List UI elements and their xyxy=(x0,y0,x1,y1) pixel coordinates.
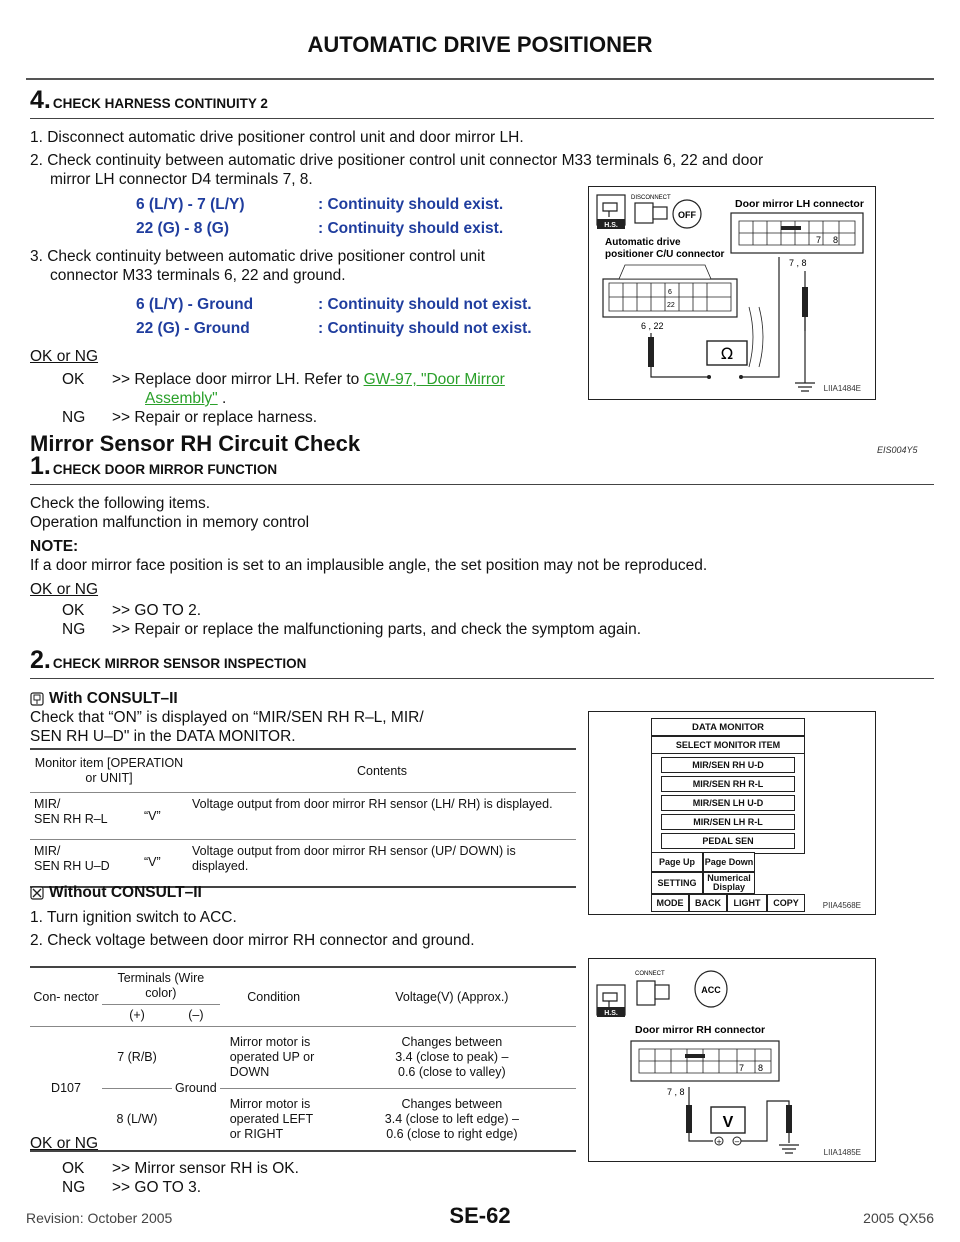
pin-7: 7 xyxy=(816,235,822,245)
figure-code: PIIA4568E xyxy=(822,901,861,910)
monitor-unit: “V” xyxy=(144,855,161,870)
mode-button: MODE xyxy=(651,894,689,912)
plus-terminal-icon: + xyxy=(716,1138,722,1146)
step-rule xyxy=(30,118,934,119)
step4-item3: 3. Check continuity between automatic drive positioner control unit xyxy=(30,248,485,265)
monitor-item-header: Monitor item [OPERATION or UNIT] xyxy=(34,756,184,785)
probe-icon xyxy=(648,337,654,367)
monitor-item: MIR/SEN LH U-D xyxy=(661,795,795,811)
without-consult-label: Without CONSULT–II xyxy=(49,884,202,901)
voltage-diagram xyxy=(589,959,874,1160)
step-1-heading xyxy=(30,452,277,481)
probe-icon xyxy=(786,1105,792,1133)
ok-tail: . xyxy=(222,390,227,407)
note-label: NOTE: xyxy=(30,538,79,555)
spec-result: : Continuity should not exist. xyxy=(318,296,532,313)
step4-item2: 2. Check continuity between automatic drive positioner control unit connector M33 terminals 6, 22 and door xyxy=(30,152,764,169)
step-title: CHECK HARNESS CONTINUITY 2 xyxy=(52,96,268,111)
figure-voltage-check xyxy=(588,958,876,1162)
pins-7-8: 7 , 8 xyxy=(667,1087,685,1097)
page-up-button: Page Up xyxy=(651,852,703,872)
light-button: LIGHT xyxy=(727,894,767,912)
note-text: If a door mirror face position is set to an implausible angle, the set position may not be reproduced. xyxy=(30,557,708,574)
rh-connector-title: Door mirror RH connector xyxy=(635,1024,766,1036)
monitor-item: MIR/SEN RH R-L xyxy=(661,776,795,792)
step-4-heading xyxy=(30,86,268,115)
ng-label: NG xyxy=(62,621,86,638)
connector-plug-icon xyxy=(637,981,655,1005)
minus-terminal-icon: − xyxy=(734,1138,740,1146)
back-button: BACK xyxy=(689,894,727,912)
plus-terminal: 7 (R/B) xyxy=(117,1050,157,1064)
hs-label: H.S. xyxy=(604,222,618,229)
connect-label: CONNECT xyxy=(635,971,665,977)
probe-icon xyxy=(802,287,808,317)
with-consult xyxy=(30,689,178,708)
page-down-button: Page Down xyxy=(703,852,755,872)
monitor-content: Voltage output from door mirror RH sensor (LH/ RH) is displayed. xyxy=(192,797,553,811)
ok-text: >> Replace door mirror LH. Refer to xyxy=(112,371,360,388)
spec-terms: 6 (L/Y) - 7 (L/Y) xyxy=(136,196,245,213)
consult-icon xyxy=(30,692,44,706)
contents-header: Contents xyxy=(356,763,408,778)
table-row xyxy=(30,840,576,887)
table-row xyxy=(30,793,576,840)
probe-icon xyxy=(686,1105,692,1133)
ground-icon xyxy=(795,383,815,391)
off-label: OFF xyxy=(678,210,696,220)
step-number: 1. xyxy=(30,452,51,480)
lh-connector xyxy=(731,213,863,253)
lh-connector-title: Door mirror LH connector xyxy=(735,198,864,210)
spec-terms: 22 (G) - 8 (G) xyxy=(136,220,230,237)
model-year: 2005 QX56 xyxy=(863,1210,934,1226)
ohm-symbol: Ω xyxy=(720,344,734,363)
continuity-diagram xyxy=(589,187,874,398)
without-consult xyxy=(30,883,202,902)
monitor-item: MIR/ SEN RH U–D xyxy=(34,844,110,873)
spec-result: : Continuity should exist. xyxy=(318,220,504,237)
step-2-heading xyxy=(30,646,306,675)
step1-line: Check the following items. xyxy=(30,495,211,512)
ng-label: NG xyxy=(62,409,86,426)
spec-result: : Continuity should not exist. xyxy=(318,320,532,337)
ok-label: OK xyxy=(62,371,85,388)
ng-result: >> Repair or replace harness. xyxy=(112,409,318,426)
cu-connector-label: Automatic drive xyxy=(605,237,681,248)
step4-item1: 1. Disconnect automatic drive positioner control unit and door mirror LH. xyxy=(30,129,524,146)
figure-data-monitor xyxy=(588,711,876,915)
cu-connector xyxy=(603,265,737,317)
figure-harness-continuity xyxy=(588,186,876,400)
step1-line: Operation malfunction in memory control xyxy=(30,514,310,531)
voltage-value: Changes between 3.4 (close to left edge) – 0.6 (close to right edge) xyxy=(384,1096,519,1141)
step-number: 4. xyxy=(30,86,51,114)
cu-connector-label: positioner C/U connector xyxy=(605,249,725,260)
plus-terminal: 8 (L/W) xyxy=(116,1111,158,1126)
pin-7: 7 xyxy=(739,1063,745,1073)
rh-connector xyxy=(631,1041,779,1081)
with-consult-label: With CONSULT–II xyxy=(49,690,178,707)
monitor-item: MIR/ SEN RH R–L xyxy=(34,797,108,826)
section-code: EIS004Y5 xyxy=(877,445,918,455)
header-rule xyxy=(26,78,934,80)
hs-label: H.S. xyxy=(604,1010,618,1017)
terminals-header: Terminals (Wire color) xyxy=(102,967,220,1005)
revision-date: Revision: October 2005 xyxy=(26,1210,173,1226)
page-title: AUTOMATIC DRIVE POSITIONER xyxy=(307,32,653,57)
ok-or-ng: OK or NG xyxy=(30,348,99,365)
spec-terms: 22 (G) - Ground xyxy=(136,320,250,337)
monitor-item: PEDAL SEN xyxy=(661,833,795,849)
ng-result: >> Repair or replace the malfunctioning parts, and check the symptom again. xyxy=(112,621,642,638)
without-step: 1. Turn ignition switch to ACC. xyxy=(30,909,237,926)
condition-value: Mirror motor is operated UP or DOWN xyxy=(229,1035,315,1079)
spec-terms: 6 (L/Y) - Ground xyxy=(136,296,254,313)
ok-result-cont xyxy=(145,389,226,408)
numerical-display-button: Numerical Display xyxy=(703,872,755,894)
door-mirror-assembly-link[interactable]: Assembly" xyxy=(145,390,218,407)
monitor-unit: “V” xyxy=(144,808,161,823)
monitor-item: MIR/SEN RH U-D xyxy=(661,757,795,773)
ground-icon xyxy=(779,1145,799,1153)
condition-value: Mirror motor is operated LEFT or RIGHT xyxy=(229,1096,313,1141)
pin-8: 8 xyxy=(833,235,839,245)
monitor-item: MIR/SEN LH R-L xyxy=(661,814,795,830)
volt-symbol: V xyxy=(722,1114,734,1131)
pin-8: 8 xyxy=(758,1063,764,1073)
step4-item3-cont: connector M33 terminals 6, 22 and ground. xyxy=(50,267,346,284)
voltage-value: Changes between 3.4 (close to peak) – 0.6 (close to valley) xyxy=(395,1035,509,1079)
step4-item2-cont: mirror LH connector D4 terminals 7, 8. xyxy=(50,171,313,188)
monitor-table xyxy=(30,748,576,888)
spec-result: : Continuity should exist. xyxy=(318,196,504,213)
data-monitor-title: DATA MONITOR xyxy=(651,718,805,736)
pin-6: 6 xyxy=(668,289,672,296)
section-title: Mirror Sensor RH Circuit Check xyxy=(30,431,361,456)
ok-result: >> Mirror sensor RH is OK. xyxy=(112,1160,299,1177)
step-title: CHECK DOOR MIRROR FUNCTION xyxy=(52,462,278,477)
ok-result xyxy=(112,370,505,389)
voltage-table xyxy=(30,966,576,1152)
pin-22: 22 xyxy=(667,302,675,309)
connector-plug-icon xyxy=(635,203,653,223)
ok-label: OK xyxy=(62,602,85,619)
check-line: SEN RH U–D" in the DATA MONITOR. xyxy=(30,728,296,745)
figure-code: LIIA1485E xyxy=(823,1148,861,1157)
ng-result: >> GO TO 3. xyxy=(112,1179,202,1196)
voltage-header: Voltage(V) (Approx.) xyxy=(328,967,576,1027)
page-number: SE-62 xyxy=(449,1203,511,1228)
step-title: CHECK MIRROR SENSOR INSPECTION xyxy=(52,656,307,671)
door-mirror-assembly-link[interactable]: GW-97, "Door Mirror xyxy=(363,371,505,388)
plus-header: (+) xyxy=(129,1008,145,1022)
disconnect-label: DISCONNECT xyxy=(631,195,671,201)
step-number: 2. xyxy=(30,646,51,674)
pins-7-8: 7 , 8 xyxy=(789,258,807,268)
ok-result: >> GO TO 2. xyxy=(112,602,202,619)
step-rule xyxy=(30,678,934,679)
select-monitor-item: SELECT MONITOR ITEM xyxy=(651,736,805,754)
table-row xyxy=(30,1089,576,1151)
figure-code: LIIA1484E xyxy=(823,384,861,393)
without-step: 2. Check voltage between door mirror RH connector and ground. xyxy=(30,932,475,949)
check-line: Check that “ON” is displayed on “MIR/SEN RH R–L, MIR/ xyxy=(30,709,424,726)
step-rule xyxy=(30,484,934,485)
ok-label: OK xyxy=(62,1160,85,1177)
pins-6-22: 6 , 22 xyxy=(641,321,664,331)
connector-header: Con- nector xyxy=(30,967,102,1027)
ng-label: NG xyxy=(62,1179,86,1196)
acc-label: ACC xyxy=(701,985,721,995)
minus-header: (–) xyxy=(188,1008,204,1022)
copy-button: COPY xyxy=(767,894,805,912)
table-row xyxy=(30,1027,576,1089)
monitor-content: Voltage output from door mirror RH sensor (UP/ DOWN) is displayed. xyxy=(192,844,516,873)
no-consult-icon xyxy=(30,886,44,900)
ok-or-ng: OK or NG xyxy=(30,581,99,598)
ground-terminal: Ground xyxy=(172,1027,220,1151)
ok-or-ng: OK or NG xyxy=(30,1135,99,1152)
setting-button: SETTING xyxy=(651,872,703,894)
connector-value: D107 xyxy=(30,1027,102,1151)
condition-header: Condition xyxy=(220,967,328,1027)
